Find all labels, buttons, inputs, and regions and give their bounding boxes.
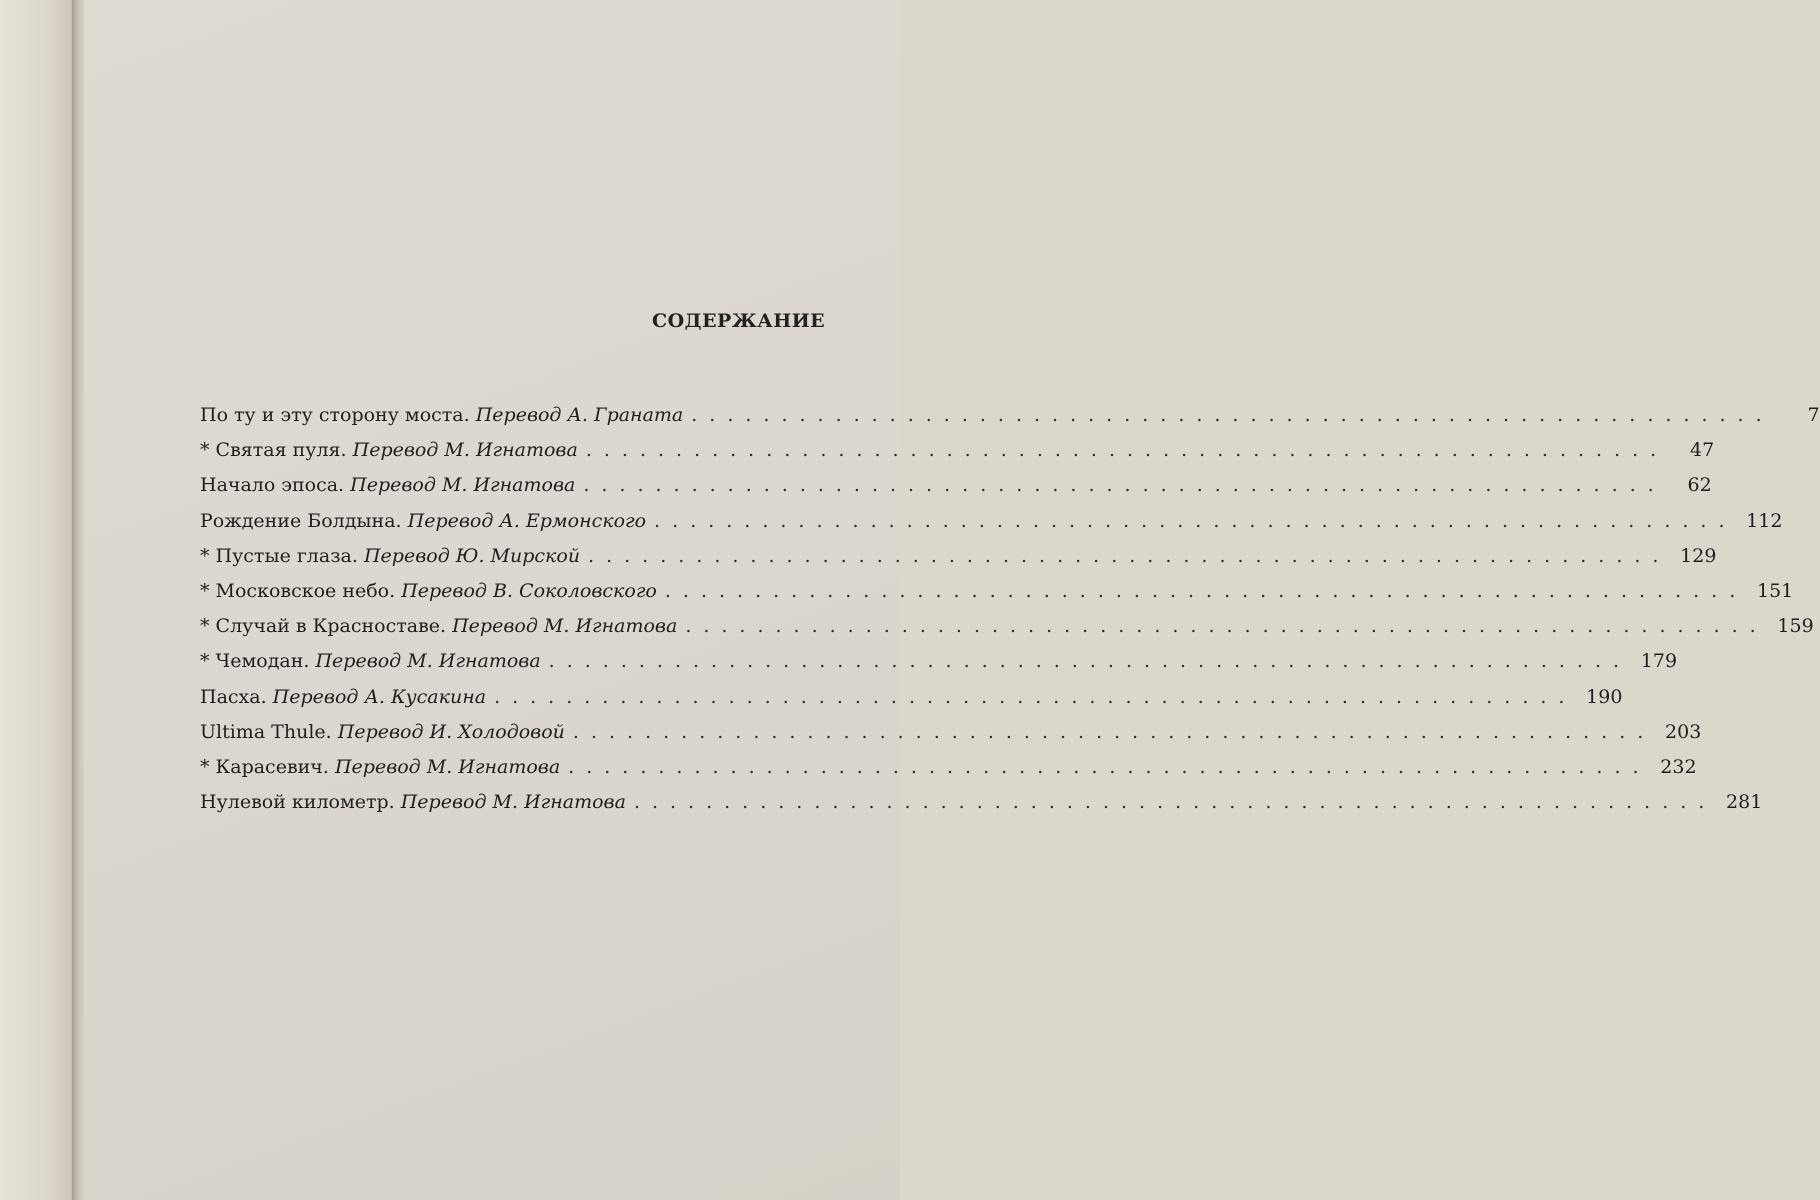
toc-entry (200, 544, 1717, 580)
toc-entry (200, 439, 1715, 474)
toc-page-number: 159 (1777, 615, 1814, 638)
toc-page-number: 232 (1660, 755, 1697, 778)
toc-title: Пасха. (200, 685, 267, 708)
toc-entry-text (200, 721, 565, 743)
toc-title: Ultima Thule. (200, 720, 332, 743)
toc-translator: Перевод М. Игнатова (452, 615, 678, 638)
toc-title: * Случай в Красноставе. (200, 615, 447, 638)
toc-translator: Перевод А. Ермонского (407, 509, 647, 532)
dot-leader: ............................................................ (691, 404, 1774, 426)
toc-title: По ту и эту сторону моста. (200, 404, 470, 426)
toc-title: * Московское небо. (200, 579, 396, 602)
toc-page-number: 129 (1680, 544, 1717, 567)
toc-page-number: 179 (1640, 650, 1678, 673)
dot-leader: ............................................................ (685, 615, 1768, 638)
toc-entry (200, 509, 1783, 545)
toc-entry (200, 474, 1712, 509)
toc-entry-text (200, 580, 657, 602)
dot-leader: ............................................................ (585, 439, 1669, 462)
toc-entry (200, 720, 1702, 756)
toc-title: * Пустые глаза. (200, 544, 358, 567)
dot-leader: ............................................................ (572, 720, 1656, 743)
toc-page-number: 47 (1690, 439, 1715, 462)
toc-translator: Перевод А. Кусакина (272, 685, 487, 708)
toc-translator: Перевод В. Соколовского (401, 579, 657, 602)
toc-entry (200, 579, 1794, 615)
toc-title: Рождение Болдына. (200, 509, 402, 532)
toc-page-number: 190 (1586, 685, 1623, 708)
previous-page-edge (0, 0, 78, 1200)
toc-entry-text (200, 510, 646, 532)
toc-title: * Чемодан. (200, 650, 310, 673)
toc-translator: Перевод Ю. Мирской (363, 544, 581, 567)
toc-entry (200, 404, 1820, 439)
dot-leader: ............................................................ (664, 579, 1748, 602)
toc-entry (200, 685, 1623, 721)
dot-leader: ............................................................ (568, 755, 1651, 778)
toc-translator: Перевод А. Граната (475, 404, 684, 426)
dot-leader: ............................................................ (588, 544, 1671, 567)
toc-entry-text (200, 404, 683, 426)
dot-leader: ............................................................ (494, 685, 1577, 708)
toc-translator: Перевод М. Игнатова (334, 755, 561, 778)
contents-heading: СОДЕРЖАНИЕ (652, 310, 826, 332)
toc-entry-text (200, 756, 560, 778)
toc-page-number: 203 (1665, 720, 1702, 743)
toc-title: Нулевой километр. (200, 791, 395, 814)
toc-entry-text (200, 791, 626, 813)
toc-title: * Святая пуля. (200, 439, 347, 462)
toc-translator: Перевод И. Холодовой (337, 720, 565, 743)
toc-entry (200, 615, 1814, 650)
dot-leader: ............................................................ (583, 474, 1666, 497)
dot-leader: ............................................................ (548, 650, 1632, 673)
toc-page-number: 112 (1746, 509, 1783, 532)
toc-page-number: 7 (1807, 404, 1820, 426)
toc-entry (200, 791, 1763, 826)
dot-leader: ............................................................ (633, 791, 1717, 814)
toc-entry-text (200, 474, 575, 496)
toc-translator: Перевод М. Игнатова (315, 650, 541, 673)
toc-entry-text (200, 615, 677, 637)
dot-leader: ............................................................ (654, 509, 1737, 532)
toc-translator: Перевод М. Игнатова (400, 791, 626, 814)
toc-title: * Карасевич. (200, 755, 329, 778)
toc-entry-text (200, 650, 541, 672)
toc-page-number: 281 (1726, 791, 1763, 814)
toc-page-number: 151 (1756, 579, 1794, 602)
toc-translator: Перевод М. Игнатова (352, 439, 578, 462)
toc-title: Начало эпоса. (200, 474, 345, 497)
toc-entry-text (200, 686, 486, 708)
toc-entry-text (200, 439, 578, 461)
toc-page-number: 62 (1687, 474, 1712, 497)
toc-translator: Перевод М. Игнатова (350, 474, 576, 497)
toc-entry (200, 650, 1678, 685)
toc-entry (200, 755, 1697, 791)
table-of-contents (200, 404, 1820, 826)
toc-entry-text (200, 545, 580, 567)
